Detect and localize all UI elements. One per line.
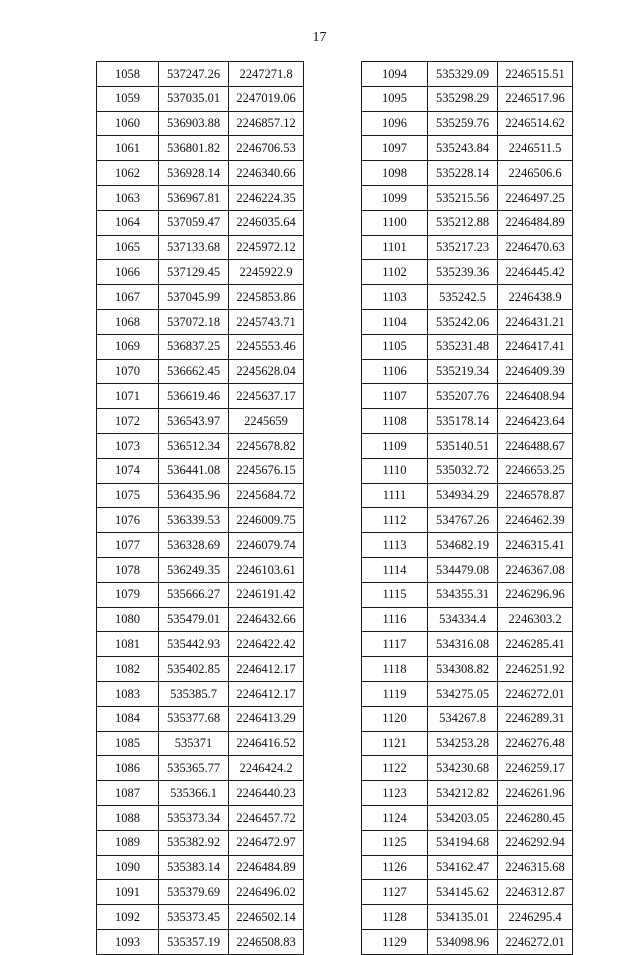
point-number-cell: 1104 [362, 309, 428, 334]
table-row [97, 706, 304, 731]
table-row [97, 86, 304, 111]
table-row [97, 681, 304, 706]
y-coordinate-cell: 2246431.21 [498, 309, 573, 334]
x-coordinate-cell: 535365.77 [159, 756, 229, 781]
y-coordinate-cell: 2245684.72 [229, 483, 304, 508]
table-row [97, 557, 304, 582]
table-row [362, 62, 573, 87]
table-row [97, 632, 304, 657]
point-number-cell: 1085 [97, 731, 159, 756]
y-coordinate-cell: 2246457.72 [229, 805, 304, 830]
point-number-cell: 1116 [362, 607, 428, 632]
y-coordinate-cell: 2246272.01 [498, 929, 573, 954]
x-coordinate-cell: 537129.45 [159, 260, 229, 285]
point-number-cell: 1082 [97, 657, 159, 682]
x-coordinate-cell: 537045.99 [159, 285, 229, 310]
table-row [97, 185, 304, 210]
x-coordinate-cell: 537072.18 [159, 309, 229, 334]
x-coordinate-cell: 536543.97 [159, 409, 229, 434]
table-row [362, 334, 573, 359]
x-coordinate-cell: 535219.34 [428, 359, 498, 384]
point-number-cell: 1059 [97, 86, 159, 111]
table-row [362, 805, 573, 830]
table-row [362, 508, 573, 533]
y-coordinate-cell: 2247271.8 [229, 62, 304, 87]
point-number-cell: 1118 [362, 657, 428, 682]
point-number-cell: 1093 [97, 929, 159, 954]
point-number-cell: 1061 [97, 136, 159, 161]
x-coordinate-cell: 535178.14 [428, 409, 498, 434]
table-row [97, 582, 304, 607]
y-coordinate-cell: 2246276.48 [498, 731, 573, 756]
table-row [97, 533, 304, 558]
x-coordinate-cell: 534308.82 [428, 657, 498, 682]
point-number-cell: 1098 [362, 161, 428, 186]
point-number-cell: 1069 [97, 334, 159, 359]
point-number-cell: 1081 [97, 632, 159, 657]
x-coordinate-cell: 534355.31 [428, 582, 498, 607]
y-coordinate-cell: 2245676.15 [229, 458, 304, 483]
point-number-cell: 1063 [97, 185, 159, 210]
table-row [97, 880, 304, 905]
table-row [97, 508, 304, 533]
point-number-cell: 1120 [362, 706, 428, 731]
y-coordinate-cell: 2246445.42 [498, 260, 573, 285]
x-coordinate-cell: 535366.1 [159, 781, 229, 806]
x-coordinate-cell: 537133.68 [159, 235, 229, 260]
coordinates-table-left [96, 61, 304, 955]
y-coordinate-cell: 2246289.31 [498, 706, 573, 731]
y-coordinate-cell: 2246409.39 [498, 359, 573, 384]
point-number-cell: 1080 [97, 607, 159, 632]
y-coordinate-cell: 2246280.45 [498, 805, 573, 830]
y-coordinate-cell: 2246303.2 [498, 607, 573, 632]
x-coordinate-cell: 536249.35 [159, 557, 229, 582]
point-number-cell: 1124 [362, 805, 428, 830]
x-coordinate-cell: 535357.19 [159, 929, 229, 954]
y-coordinate-cell: 2246412.17 [229, 657, 304, 682]
point-number-cell: 1075 [97, 483, 159, 508]
table-body [97, 62, 304, 955]
x-coordinate-cell: 534934.29 [428, 483, 498, 508]
point-number-cell: 1079 [97, 582, 159, 607]
table-row [362, 111, 573, 136]
point-number-cell: 1111 [362, 483, 428, 508]
y-coordinate-cell: 2246506.6 [498, 161, 573, 186]
y-coordinate-cell: 2245628.04 [229, 359, 304, 384]
x-coordinate-cell: 534135.01 [428, 905, 498, 930]
table-row [362, 458, 573, 483]
point-number-cell: 1074 [97, 458, 159, 483]
table-row [362, 607, 573, 632]
table-row [362, 384, 573, 409]
point-number-cell: 1072 [97, 409, 159, 434]
table-body [362, 62, 573, 955]
y-coordinate-cell: 2246296.96 [498, 582, 573, 607]
point-number-cell: 1117 [362, 632, 428, 657]
y-coordinate-cell: 2245553.46 [229, 334, 304, 359]
point-number-cell: 1068 [97, 309, 159, 334]
y-coordinate-cell: 2246292.94 [498, 830, 573, 855]
point-number-cell: 1099 [362, 185, 428, 210]
point-number-cell: 1114 [362, 557, 428, 582]
y-coordinate-cell: 2246423.64 [498, 409, 573, 434]
x-coordinate-cell: 534203.05 [428, 805, 498, 830]
table-row [362, 86, 573, 111]
table-row [97, 657, 304, 682]
table-row [362, 781, 573, 806]
y-coordinate-cell: 2246259.17 [498, 756, 573, 781]
point-number-cell: 1091 [97, 880, 159, 905]
x-coordinate-cell: 535217.23 [428, 235, 498, 260]
table-row [362, 706, 573, 731]
table-row [362, 210, 573, 235]
y-coordinate-cell: 2246295.4 [498, 905, 573, 930]
table-row [362, 582, 573, 607]
point-number-cell: 1086 [97, 756, 159, 781]
table-row [97, 309, 304, 334]
x-coordinate-cell: 535298.29 [428, 86, 498, 111]
table-row [362, 880, 573, 905]
table-row [97, 210, 304, 235]
x-coordinate-cell: 535259.76 [428, 111, 498, 136]
x-coordinate-cell: 534194.68 [428, 830, 498, 855]
x-coordinate-cell: 535442.93 [159, 632, 229, 657]
y-coordinate-cell: 2246413.29 [229, 706, 304, 731]
x-coordinate-cell: 535242.06 [428, 309, 498, 334]
x-coordinate-cell: 535231.48 [428, 334, 498, 359]
coordinates-table-right [361, 61, 573, 955]
y-coordinate-cell: 2246315.68 [498, 855, 573, 880]
point-number-cell: 1060 [97, 111, 159, 136]
point-number-cell: 1058 [97, 62, 159, 87]
table-row [362, 657, 573, 682]
x-coordinate-cell: 535032.72 [428, 458, 498, 483]
table-row [362, 533, 573, 558]
y-coordinate-cell: 2246224.35 [229, 185, 304, 210]
x-coordinate-cell: 535371 [159, 731, 229, 756]
y-coordinate-cell: 2246496.02 [229, 880, 304, 905]
point-number-cell: 1100 [362, 210, 428, 235]
y-coordinate-cell: 2246514.62 [498, 111, 573, 136]
y-coordinate-cell: 2246367.08 [498, 557, 573, 582]
x-coordinate-cell: 536837.25 [159, 334, 229, 359]
x-coordinate-cell: 536328.69 [159, 533, 229, 558]
table-row [362, 185, 573, 210]
y-coordinate-cell: 2246412.17 [229, 681, 304, 706]
point-number-cell: 1095 [362, 86, 428, 111]
y-coordinate-cell: 2246035.64 [229, 210, 304, 235]
table-row [97, 409, 304, 434]
table-row [362, 681, 573, 706]
x-coordinate-cell: 535382.92 [159, 830, 229, 855]
x-coordinate-cell: 537035.01 [159, 86, 229, 111]
x-coordinate-cell: 535377.68 [159, 706, 229, 731]
point-number-cell: 1108 [362, 409, 428, 434]
y-coordinate-cell: 2246408.94 [498, 384, 573, 409]
y-coordinate-cell: 2246315.41 [498, 533, 573, 558]
point-number-cell: 1121 [362, 731, 428, 756]
y-coordinate-cell: 2246438.9 [498, 285, 573, 310]
point-number-cell: 1094 [362, 62, 428, 87]
x-coordinate-cell: 535242.5 [428, 285, 498, 310]
point-number-cell: 1109 [362, 433, 428, 458]
y-coordinate-cell: 2246285.41 [498, 632, 573, 657]
point-number-cell: 1088 [97, 805, 159, 830]
y-coordinate-cell: 2246462.39 [498, 508, 573, 533]
point-number-cell: 1125 [362, 830, 428, 855]
x-coordinate-cell: 534767.26 [428, 508, 498, 533]
x-coordinate-cell: 534098.96 [428, 929, 498, 954]
point-number-cell: 1077 [97, 533, 159, 558]
y-coordinate-cell: 2246857.12 [229, 111, 304, 136]
y-coordinate-cell: 2246484.89 [498, 210, 573, 235]
table-row [97, 781, 304, 806]
x-coordinate-cell: 536801.82 [159, 136, 229, 161]
y-coordinate-cell: 2246009.75 [229, 508, 304, 533]
y-coordinate-cell: 2246578.87 [498, 483, 573, 508]
x-coordinate-cell: 536619.46 [159, 384, 229, 409]
x-coordinate-cell: 536339.53 [159, 508, 229, 533]
point-number-cell: 1084 [97, 706, 159, 731]
table-row [362, 359, 573, 384]
table-row [97, 260, 304, 285]
point-number-cell: 1107 [362, 384, 428, 409]
x-coordinate-cell: 536441.08 [159, 458, 229, 483]
y-coordinate-cell: 2246422.42 [229, 632, 304, 657]
point-number-cell: 1129 [362, 929, 428, 954]
x-coordinate-cell: 535239.36 [428, 260, 498, 285]
y-coordinate-cell: 2246472.97 [229, 830, 304, 855]
y-coordinate-cell: 2246440.23 [229, 781, 304, 806]
x-coordinate-cell: 534212.82 [428, 781, 498, 806]
y-coordinate-cell: 2246191.42 [229, 582, 304, 607]
y-coordinate-cell: 2245743.71 [229, 309, 304, 334]
table-row [97, 111, 304, 136]
table-row [362, 632, 573, 657]
y-coordinate-cell: 2245659 [229, 409, 304, 434]
x-coordinate-cell: 536903.88 [159, 111, 229, 136]
table-row [362, 409, 573, 434]
y-coordinate-cell: 2246272.01 [498, 681, 573, 706]
table-row [97, 136, 304, 161]
table-row [97, 334, 304, 359]
table-row [97, 905, 304, 930]
point-number-cell: 1119 [362, 681, 428, 706]
table-row [362, 855, 573, 880]
x-coordinate-cell: 535329.09 [428, 62, 498, 87]
table-row [97, 433, 304, 458]
y-coordinate-cell: 2246515.51 [498, 62, 573, 87]
x-coordinate-cell: 534162.47 [428, 855, 498, 880]
table-row [362, 557, 573, 582]
y-coordinate-cell: 2246079.74 [229, 533, 304, 558]
x-coordinate-cell: 534682.19 [428, 533, 498, 558]
x-coordinate-cell: 535383.14 [159, 855, 229, 880]
x-coordinate-cell: 536967.81 [159, 185, 229, 210]
table-row [97, 384, 304, 409]
point-number-cell: 1113 [362, 533, 428, 558]
x-coordinate-cell: 535402.85 [159, 657, 229, 682]
x-coordinate-cell: 537059.47 [159, 210, 229, 235]
table-row [362, 756, 573, 781]
x-coordinate-cell: 535212.88 [428, 210, 498, 235]
point-number-cell: 1066 [97, 260, 159, 285]
table-row [97, 756, 304, 781]
table-row [97, 458, 304, 483]
point-number-cell: 1070 [97, 359, 159, 384]
point-number-cell: 1097 [362, 136, 428, 161]
point-number-cell: 1123 [362, 781, 428, 806]
point-number-cell: 1101 [362, 235, 428, 260]
table-row [97, 805, 304, 830]
x-coordinate-cell: 534275.05 [428, 681, 498, 706]
y-coordinate-cell: 2246251.92 [498, 657, 573, 682]
x-coordinate-cell: 536435.96 [159, 483, 229, 508]
x-coordinate-cell: 535215.56 [428, 185, 498, 210]
x-coordinate-cell: 534267.8 [428, 706, 498, 731]
y-coordinate-cell: 2246517.96 [498, 86, 573, 111]
point-number-cell: 1083 [97, 681, 159, 706]
point-number-cell: 1092 [97, 905, 159, 930]
x-coordinate-cell: 534316.08 [428, 632, 498, 657]
x-coordinate-cell: 535140.51 [428, 433, 498, 458]
table-row [97, 285, 304, 310]
y-coordinate-cell: 2246511.5 [498, 136, 573, 161]
table-row [362, 905, 573, 930]
page-number: 17 [312, 30, 327, 45]
table-row [362, 161, 573, 186]
y-coordinate-cell: 2246470.63 [498, 235, 573, 260]
table-row [362, 929, 573, 954]
table-row [362, 731, 573, 756]
point-number-cell: 1110 [362, 458, 428, 483]
y-coordinate-cell: 2246508.83 [229, 929, 304, 954]
table-row [97, 235, 304, 260]
y-coordinate-cell: 2246261.96 [498, 781, 573, 806]
point-number-cell: 1122 [362, 756, 428, 781]
point-number-cell: 1112 [362, 508, 428, 533]
point-number-cell: 1065 [97, 235, 159, 260]
table-row [362, 235, 573, 260]
x-coordinate-cell: 535207.76 [428, 384, 498, 409]
point-number-cell: 1087 [97, 781, 159, 806]
y-coordinate-cell: 2246424.2 [229, 756, 304, 781]
point-number-cell: 1096 [362, 111, 428, 136]
y-coordinate-cell: 2246416.52 [229, 731, 304, 756]
x-coordinate-cell: 536662.45 [159, 359, 229, 384]
x-coordinate-cell: 536512.34 [159, 433, 229, 458]
table-row [97, 359, 304, 384]
y-coordinate-cell: 2245972.12 [229, 235, 304, 260]
table-row [97, 929, 304, 954]
table-row [362, 433, 573, 458]
y-coordinate-cell: 2246417.41 [498, 334, 573, 359]
y-coordinate-cell: 2246103.61 [229, 557, 304, 582]
table-row [97, 855, 304, 880]
x-coordinate-cell: 535479.01 [159, 607, 229, 632]
point-number-cell: 1105 [362, 334, 428, 359]
y-coordinate-cell: 2246432.66 [229, 607, 304, 632]
table-row [97, 483, 304, 508]
x-coordinate-cell: 534230.68 [428, 756, 498, 781]
x-coordinate-cell: 535228.14 [428, 161, 498, 186]
point-number-cell: 1127 [362, 880, 428, 905]
table-row [97, 731, 304, 756]
point-number-cell: 1073 [97, 433, 159, 458]
y-coordinate-cell: 2246340.66 [229, 161, 304, 186]
y-coordinate-cell: 2245922.9 [229, 260, 304, 285]
y-coordinate-cell: 2245637.17 [229, 384, 304, 409]
table-row [362, 483, 573, 508]
point-number-cell: 1115 [362, 582, 428, 607]
y-coordinate-cell: 2246653.25 [498, 458, 573, 483]
point-number-cell: 1071 [97, 384, 159, 409]
table-row [97, 62, 304, 87]
y-coordinate-cell: 2245853.86 [229, 285, 304, 310]
x-coordinate-cell: 534253.28 [428, 731, 498, 756]
table-row [362, 285, 573, 310]
point-number-cell: 1078 [97, 557, 159, 582]
point-number-cell: 1090 [97, 855, 159, 880]
table-row [362, 260, 573, 285]
point-number-cell: 1067 [97, 285, 159, 310]
x-coordinate-cell: 534145.62 [428, 880, 498, 905]
x-coordinate-cell: 535385.7 [159, 681, 229, 706]
y-coordinate-cell: 2246488.67 [498, 433, 573, 458]
table-row [97, 161, 304, 186]
y-coordinate-cell: 2246312.87 [498, 880, 573, 905]
point-number-cell: 1064 [97, 210, 159, 235]
x-coordinate-cell: 535243.84 [428, 136, 498, 161]
x-coordinate-cell: 536928.14 [159, 161, 229, 186]
y-coordinate-cell: 2246497.25 [498, 185, 573, 210]
point-number-cell: 1062 [97, 161, 159, 186]
point-number-cell: 1126 [362, 855, 428, 880]
y-coordinate-cell: 2246706.53 [229, 136, 304, 161]
point-number-cell: 1103 [362, 285, 428, 310]
table-row [97, 607, 304, 632]
x-coordinate-cell: 535373.45 [159, 905, 229, 930]
x-coordinate-cell: 535666.27 [159, 582, 229, 607]
y-coordinate-cell: 2246502.14 [229, 905, 304, 930]
table-row [362, 309, 573, 334]
table-row [97, 830, 304, 855]
y-coordinate-cell: 2247019.06 [229, 86, 304, 111]
x-coordinate-cell: 534479.08 [428, 557, 498, 582]
table-row [362, 136, 573, 161]
point-number-cell: 1106 [362, 359, 428, 384]
x-coordinate-cell: 535373.34 [159, 805, 229, 830]
y-coordinate-cell: 2246484.89 [229, 855, 304, 880]
x-coordinate-cell: 537247.26 [159, 62, 229, 87]
y-coordinate-cell: 2245678.82 [229, 433, 304, 458]
point-number-cell: 1128 [362, 905, 428, 930]
point-number-cell: 1102 [362, 260, 428, 285]
point-number-cell: 1089 [97, 830, 159, 855]
x-coordinate-cell: 535379.69 [159, 880, 229, 905]
table-row [362, 830, 573, 855]
x-coordinate-cell: 534334.4 [428, 607, 498, 632]
point-number-cell: 1076 [97, 508, 159, 533]
